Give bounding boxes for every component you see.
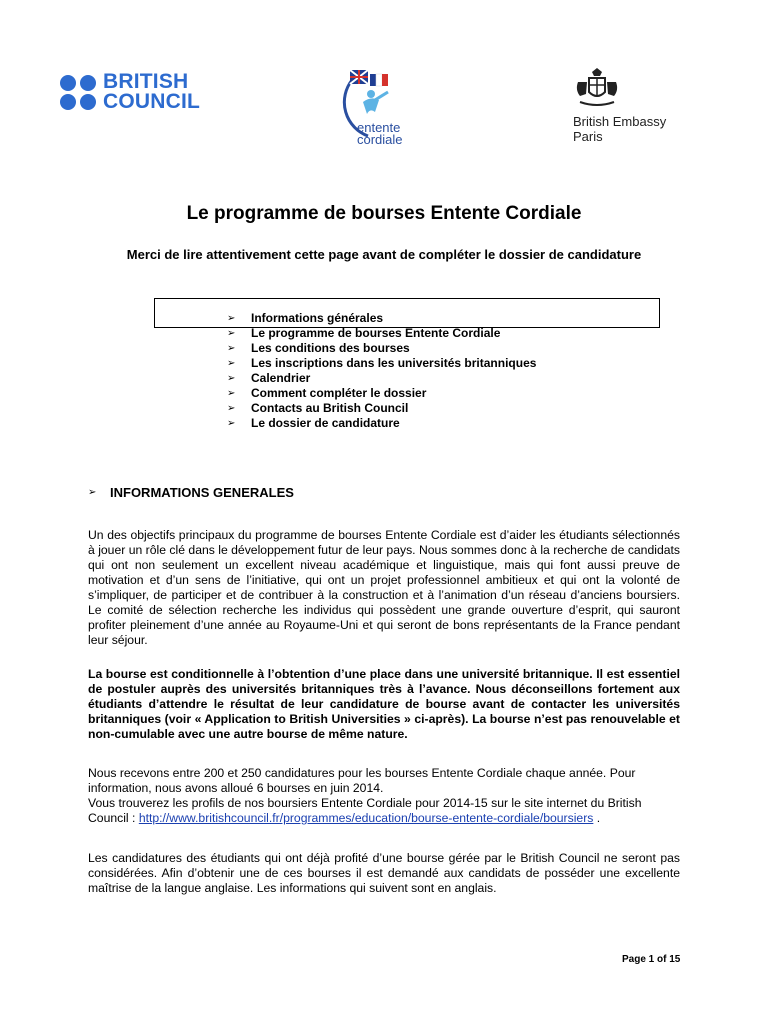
- toc-item[interactable]: ➢ Calendrier: [227, 371, 311, 385]
- toc-item[interactable]: ➢ Les conditions des bourses: [227, 341, 410, 355]
- paragraph-eligibility: Les candidatures des étudiants qui ont déjà profité d’une bourse gérée par le British Council ne seront pas considérées. Afin d’obtenir une de ces bourses il est demandé aux candidats de posséder une excellente maîtrise de la langue anglaise. Les informations qui suivent sont en anglais.: [88, 851, 680, 895]
- british-embassy-line1: British Embassy: [573, 114, 667, 129]
- statistics-text: Nous recevons entre 200 et 250 candidatures pour les bourses Entente Cordiale chaque année. Pour information, nous avons alloué 6 bourses en juin 2014.: [88, 766, 636, 795]
- table-of-contents: [227, 311, 536, 431]
- toc-item[interactable]: ➢ Comment compléter le dossier: [227, 386, 427, 400]
- profiles-text: Vous trouverez les profils de nos boursiers Entente Cordiale pour 2014-15 sur le site internet du British Council : http://www.britishcouncil.fr/programmes/education/bourse-entente-cordiale/boursiers .: [88, 796, 642, 825]
- section-heading: [88, 485, 294, 501]
- arrow-bullet-icon: ➢: [227, 418, 236, 429]
- paragraph-statistics: [88, 766, 680, 826]
- arrow-bullet-icon: ➢: [227, 388, 236, 399]
- british-embassy-line2: Paris: [573, 129, 603, 144]
- arrow-bullet-icon: ➢: [227, 358, 236, 369]
- arrow-bullet-icon: ➢: [227, 343, 236, 354]
- toc-item[interactable]: ➢ Le dossier de candidature: [227, 416, 400, 430]
- paragraph-objectives: Un des objectifs principaux du programme de bourses Entente Cordiale est d’aider les étudiants sélectionnés à jouer un rôle clé dans le développement futur de leur pays. Nous sommes donc à la recherche de candidats qui ont non seulement un excellent niveau académique et linguistique, mais qui font aussi preuve de motivation et d’un sens de l’initiative, qui ont un projet professionnel ambitieux et qui ont la volonté de s’impliquer, de participer et de contribuer à la construction et à l’animation d’un réseau d’anciens boursiers. Le comité de sélection recherche les individus qui possèdent une grande ouverture d’esprit, qui sauront profiter pleinement d’une année au Royaume-Uni et qui seront de bons représentants de la France pendant leur séjour.: [88, 528, 680, 647]
- entente-cordiale-wordmark: [357, 122, 403, 146]
- paragraph-conditions: La bourse est conditionnelle à l’obtention d’une place dans une université britannique. Il est essentiel de postuler auprès des universités britanniques très à l’avance. Nous déconseillons fortement aux étudiants d’attendre le résultat de leur candidature de bourse avant de contacter les universités britanniques (voir « Application to British Universities » ci-après). La bourse n’est pas renouvelable et non-cumulable avec une autre bourse de même nature.: [88, 667, 680, 741]
- british-council-line1: BRITISH: [103, 70, 189, 93]
- arrow-bullet-icon: ➢: [88, 487, 97, 498]
- toc-item[interactable]: ➢ Le programme de bourses Entente Cordiale: [227, 326, 501, 340]
- entente-word: entente: [357, 120, 401, 135]
- cordiale-word: cordiale: [357, 132, 403, 147]
- toc-item[interactable]: ➢ Informations générales: [227, 311, 384, 325]
- page-number: Page 1 of 15: [622, 954, 681, 965]
- page-title: Le programme de bourses Entente Cordiale: [186, 203, 582, 224]
- boursiers-link[interactable]: http://www.britishcouncil.fr/programmes/education/bourse-entente-cordiale/boursiers: [138, 811, 594, 825]
- toc-item[interactable]: ➢ Les inscriptions dans les universités britanniques: [227, 356, 537, 370]
- arrow-bullet-icon: ➢: [227, 403, 236, 414]
- british-council-line2: COUNCIL: [103, 90, 201, 113]
- arrow-bullet-icon: ➢: [227, 313, 236, 324]
- section-heading-text: INFORMATIONS GENERALES: [110, 485, 294, 500]
- british-council-dots-icon: [60, 75, 97, 110]
- british-council-logo: [60, 72, 200, 112]
- arrow-bullet-icon: ➢: [227, 373, 236, 384]
- british-embassy-text: [573, 114, 666, 144]
- toc-item[interactable]: ➢ Contacts au British Council: [227, 401, 409, 415]
- page-subtitle: Merci de lire attentivement cette page avant de compléter le dossier de candidature: [126, 247, 642, 262]
- royal-coat-of-arms-icon: [572, 68, 622, 110]
- arrow-bullet-icon: ➢: [227, 328, 236, 339]
